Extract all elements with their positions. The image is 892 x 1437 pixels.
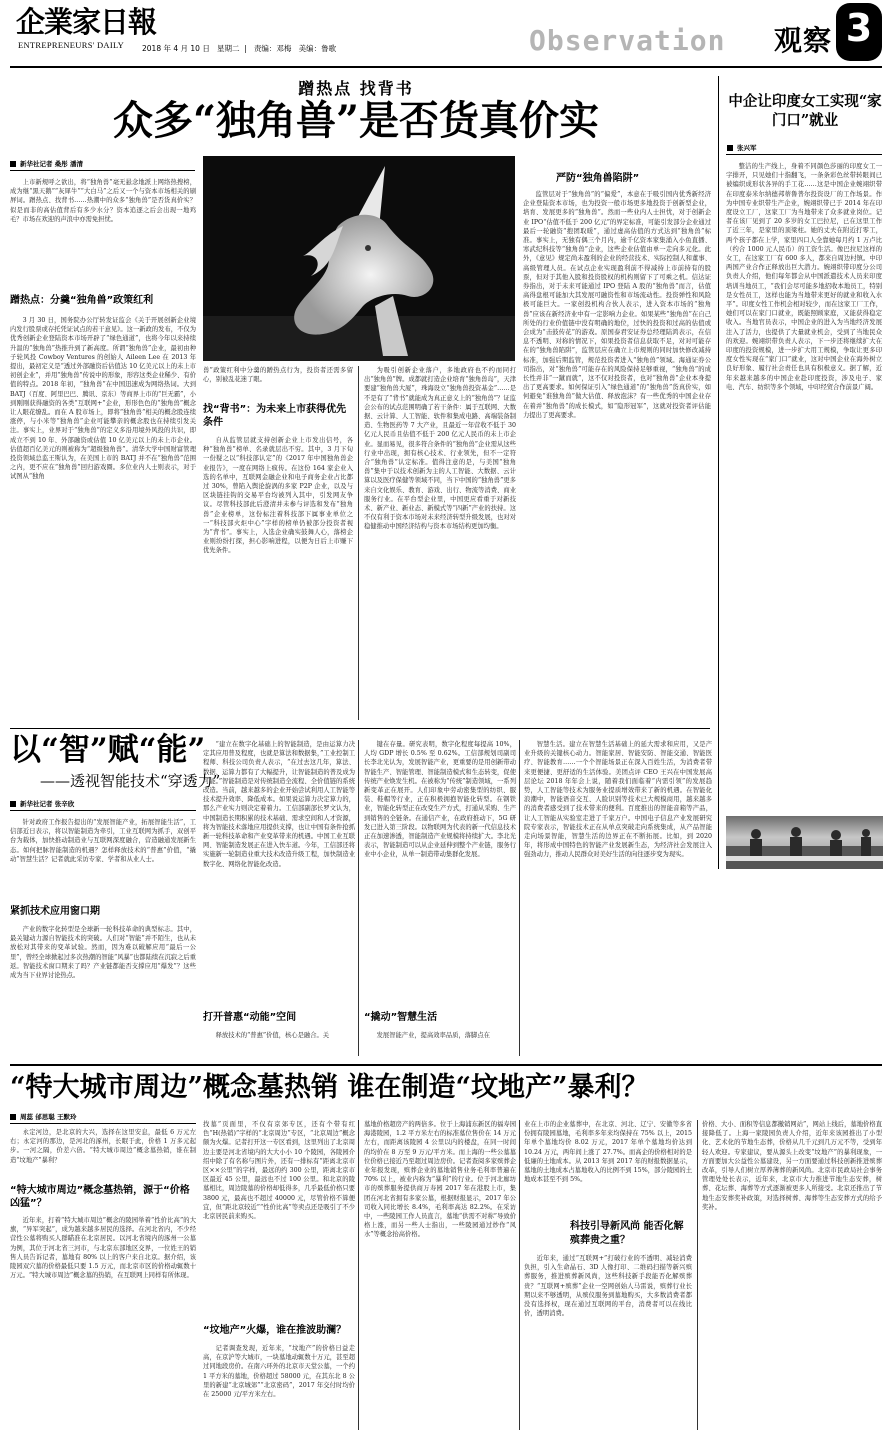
a1-byline xyxy=(10,159,83,168)
a3-col-divider-1 xyxy=(358,740,359,1056)
a3-title: 以“智”赋“能” xyxy=(10,732,206,768)
a4-col4b xyxy=(524,1254,692,1430)
a4-col4-text: 业在上市的企业墓葬中，在北京、河北、辽宁、安徽等多省份拥有陵园墓地，毛利率多年来均保持在 75% 以上，2015 年单个墓地均价 8.02 万元，2017 年单个墓地均价达到 10.24 万元，两年间上涨了 27.7%。而高企的价格相对的是低廉的土地成本。从 2013 年到 2017 年的财报数据显示，墓地的土地成本占墓地收入的比例不到 15%，部分陵园的土地成本甚至不到 5%。 xyxy=(524,1121,692,1184)
a3-col4 xyxy=(524,740,712,1056)
a1-col3-text: 为吸引创新企业落户，多地政府也不约而同打出“独角兽”牌。成都就打造企业培育“独角兽岛”，天津要建“独角兽大厦”，珠海设立“独角兽投资基金”……是不是有了“背书”就能成为真正意义上的“独角兽”？证监会公布的试点范围明确了若干条件：属于互联网、大数据、云计算、人工智能、软件和集成电路、高端装备制造、生物医药等 7 大产业，且最近一年营收不低于 30 亿元人民币且估值不低于 200 亿元人民币的未上市企业。显而易见，很多符合条件的“独角兽”企业需从这些行业中出现，拥有核心技术、行业领先，但不一定符合“独角兽”认定标准。值得注意的是，与美国“独角兽”集中于以技术创新为主的人工智能、大数据、云计算以及医疗保健等领域不同，当下中国的“独角兽”更多来自文化娱乐、教育、游戏、出行、物流等消费、商业服务行业。在平台型企业里，中国更应看重于对新技术、新产业、新业态、新模式等“四新”产业的扶持。这不仅有利于资本市场对未来经济转型升级发展，也对对稳健推动中国经济结构与资本市场结构更加均衡。 xyxy=(364,367,516,531)
a4-col2b-text: 记者调查发现，近年来，“坟地产”的价格日益走高，在京沪等大城市，一块墓地动辄数十万元，甚至超过同地段房价。在南六环外的北京市天堂公墓，一个约 1 平方米的墓地，价格超过 58000 元，在其东北 8 公里的新建“北京城郊”“北京密码”，2017 年交付时均价在 25000 元/平方米左右。 xyxy=(203,1345,355,1399)
a1-col1 xyxy=(10,316,196,720)
factory-photo xyxy=(726,816,883,869)
a4-byline-text: 周蕊 邰思聪 王默玲 xyxy=(20,1113,77,1121)
a2-byline xyxy=(727,143,757,152)
a3-col2b-text: 释放技术的“普惠”价值，核心是融合。关 xyxy=(215,1032,330,1039)
a4-col-divider-2 xyxy=(519,1120,520,1430)
issue-info: 2018 年 4 月 10 日 星期二 | 责编：邓梅 美编：鲁歌 xyxy=(142,44,337,53)
a4-col2 xyxy=(203,1120,355,1320)
a1-subhead-1: 蹭热点：分羹“独角兽”政策红利 xyxy=(10,295,154,306)
masthead xyxy=(0,0,892,70)
unicorn-figure-icon xyxy=(203,156,515,361)
section-title-cn: 观察 xyxy=(774,24,833,57)
a1-lead-text: 上市新规呼之欲出，将“独角兽”毫无悬念地派上网络热搜榜，成为继“黑天鹅”“灰犀牛”“大白马”之后又一个与资本市场相关的刷屏词。蹭热点、找背书……热潮中的众多“独角兽”是否货真价实？似是而非的高估值背后有多少水分？资本追逐之后会出现一地鸡毛？市场在欢迎的声浪中亦需免担忧。 xyxy=(10,179,196,223)
a3-subhead-1: 紧抓技术应用窗口期 xyxy=(10,906,100,917)
section-title-en: Observation xyxy=(529,24,726,57)
a4-col3-text: 墓地价格超房产的两倍多。位于上海浦东新区的福寿园海港陵园，1.2 平方米左右的标准墓位售价在 14 万元左右，而距离该陵园 4 公里以内的楼盘，在同一时间的均价在 8 万至 9 万元/平方米。而上海的一些公墓墓位价格已接近乃至超过周边房价。记者查阅多家殡葬企业年报发现，殡葬企业的墓地销售业务毛利率普遍在 70% 以上，被业内称为“暴利”的行业。位于河北廊坊市的殡葬服务提供商万寿园 2017 年在港股上市，集团在河北省拥有多家公墓，根据财报显示，2017 年公司收入同比增长 8.4%，毛利率高达 82.2%。在采访中，一些陵园工作人员直言，墓地“供需不对称”导致价格上涨，而另一些人士指出，一些陵园通过炒作“风水”等概念抬高价格。 xyxy=(364,1121,516,1239)
a1-subhead-3: 严防“独角兽陷阱” xyxy=(556,173,640,184)
issue-date: 2018 年 4 月 10 日 xyxy=(142,44,210,53)
a3-col4-text: 智慧生活。建立在智慧生活基础上的延大需求和应用，又是产业升级的关键核心动力。智能家居、智能安防、智能交通、智能医疗、智能教育……一个个智能场景正在深入百姓生活，为消费者带来更便捷、更舒适的生活体验。美团点评 CEO 王兴在中国发展高层论坛 2018 年年会上说，随着我们面临着“内需引领”的发展趋势，人工智能等技术为服务业提质增效带来了新的机遇。在智能化浪潮中，智能语音交互、人脸识别等技术已大规模商用，越来越多的消费者感受到了技术带来的便利。百度推出的智能音箱等产品，让人工智能从实验室走进了千家万户。中国电子信息产业发展研究院专家表示，智能技术正在从单点突破走向系统集成，从产品智能走向场景智能，智慧生活的边界正在不断拓展。比如，到 2020 年，将形成中国特色的智能产业发展新生态，为经济社会发展注入强劲动力，推动人民群众对美好生活的向往逐步变为现实。 xyxy=(524,741,712,859)
unicorn-photo xyxy=(203,156,515,361)
a3-byline xyxy=(10,799,74,808)
a1-col-divider-1 xyxy=(358,366,359,720)
a2-body xyxy=(726,162,882,810)
a3-col2b xyxy=(203,1031,355,1055)
a4-col2-text: 找墓”页面里，不仅有京郊专区，还有个带有红色“H(热销)”字样的“北京周边”专区，“北京周边”概念颇为火爆。记者打开这一专区看到，这里列出了北京周边主要是河北省境内的大大小小 10 个陵园，各陵园介绍中除了有名称与图片外，还有一排标有“距离北京市区××公里”的字样，最远的约 300 公里，距离北京市区最近 45 公里，最远也不过 100 公里。和北京的陵墓相比，周边陵墓的价格却低得多，几乎最低价格只要 3800 元，最高也不超过 40000 元，尽管价格不算便宜，但“距北京较近”“性价比高”等卖点还是吸引了不少北京居民前来购买。 xyxy=(203,1121,355,1221)
a1-col4-text: 监管层对于“独角兽”的“偏爱”，本意在于吸引国内优秀新经济企业登陆资本市场，也为投资一般市场更多地投资于创新型企业，培育、发展更多的“独角兽”。然而一些业内人士担忧，对于创新企业 IPO“估值不低于 200 亿元”的界定标准，可能引发部分企业通过最后一轮融资“抱团取暖”，通过虚高估值的方式达到“独角兽”标准。事实上，无独有偶三个月内，逾千亿资本家集涌入小鱼直播、寒武纪科技等“独角兽”企业，这些企业估值由单一走向多元化。此外，《意见》规定尚未盈利的企业的经营技术、实际控制人和董事、高级管理人员。在试点企业实现盈利前不得减持上市前持有的股票，但对于其他入股和投资股权的机构则留下了可乘之机。信达证券指出，对于未来可能通过 IPO 登陆 A 股的“独角兽”而言，估值高得盘根可能加大其发展可融资性和市场流动性。投资弹性和风险极可能巨大。一家创投机构合伙人表示，进入资本市场的“独角兽”应该在新经济业中有一定影响力企业。如果某些“独角兽”在自己所处的行业价值链中没有明确的地位，过快的投资和过高的估值或会成为“击鼓传花”的游戏。原国泰君安证券总经理陆鸿表示，在信息不透明、对称的情况下，如果投资者信息获取不足，对对可能存在的“独角兽陷阱”，监管层应在确立上市规则的同时加快修改减持标准，加强后期监管，规范投资者进入“独角兽”领域。海通证券公司指出，对“独角兽”可能存在的风险保持足够重视，“独角兽”的成长性并非“一蹴而就”，这不仅对投资者，也对“独角兽”企业本身提出了更高要求。如何保证引入“绿色通道”的“独角兽”货真价实，如何避免“谁独角兽”做大估值、释放泡沫？有一些优秀的中国企业存在着并“独角兽”的成长模式，如“隐形冠军”，这就对投资者评估能力提出了更高要求。 xyxy=(523,191,711,419)
a3-subhead-3: “撬动”智慧生活 xyxy=(364,1012,438,1023)
a4-col-divider-1 xyxy=(358,1120,359,1430)
a3-col3-text: 键在存量。研究表明，数字化程度每提高 10%，人均 GDP 增长 0.5% 至 0.62%。工信部规划司副司长李北光认为，发展智能产业，更重要的是用创新带动智能生产、智能管理、智能制造模式和生态转变，促使传统产业焕发生机。在被称为“传统”制造领域，一系列新变革正在展开。人们印象中劳动密集型的纺织、服装、鞋帽等行业，正在积极拥抱智能化转型。在钢铁业，智能化转型正在改变生产方式，打通从采购、生产到销售的全链条。在通信产业，在政府推动下，5G 研发已进入第三阶段。以物联网为代表的新一代信息技术正在加速渗透，智能制造产业规模将持续扩大。李北光表示，智能制造可以从企业延伸到整个产业链，服务行业中小企业，从单一制造带动集群化发展。 xyxy=(364,741,516,859)
masthead-rule xyxy=(10,66,882,68)
a3-col-divider-2 xyxy=(519,740,520,1056)
a3-col1 xyxy=(10,818,196,902)
designer: 美编：鲁歌 xyxy=(298,44,337,53)
a3-subtitle: ——透视智能技术“穿透力” xyxy=(40,772,221,790)
a4-col4b-text: 近年来，通过“互联网+”打破行业的不透明、减轻消费负担，引入生命晶石、3D 人像打印、二维码扫描等新兴殡葬服务，推进殡葬新风尚，这些科技新手段能否化解殡葬贵？“互联网+殡葬”企业一空网创始人马雷说，殡葬行业长期以来不够透明，从殡仪服务到墓地购买，大多数消费者都没有选择权，现在通过互联网的平台，消费者可以在线比价，透明消费。 xyxy=(524,1255,692,1318)
a4-subhead-2: “坟地产”火爆，谁在推波助澜？ xyxy=(203,1325,347,1336)
a4-col5 xyxy=(702,1120,882,1430)
a4-byline xyxy=(10,1112,77,1121)
a1-col3 xyxy=(364,366,516,720)
a1-byline-rule xyxy=(10,170,195,171)
editor: 责编：邓梅 xyxy=(253,44,292,53)
a2-title: 中企让印度女工实现“家门口”就业 xyxy=(728,93,882,129)
a3-col2 xyxy=(203,740,355,1008)
a3-col1b xyxy=(10,925,196,1057)
a2-byline-rule xyxy=(726,154,882,155)
a1-subhead-2: 找“背书”：为未来上市获得优先条件 xyxy=(203,404,347,428)
a4-col2b xyxy=(203,1344,355,1430)
a1-lead xyxy=(10,178,196,290)
issue-weekday: 星期二 xyxy=(216,44,240,53)
a4-top-rule xyxy=(10,1064,882,1066)
a1-byline-text: 新华社记者 桑彤 潘清 xyxy=(20,160,84,168)
a1-col2 xyxy=(203,436,353,720)
a2-body-text: 整洁的生产线上，身着不同颜色莎丽的印度女工一字排开，只见她们十指翻飞，一条条彩色丝带转眼间已被编织成形状各异的手工花……这是中国企业婉翊织带在印度泰米尔纳德邦蒂鲁普尔投资设厂的工作场景。作为中国专业织带生产企业，婉翊织带已于 2014 年在印度设立工厂，这家工厂为当地带来了众多就业岗位。记者在该厂见到了 20 多岁的女工巴拉尼，已在这里工作了近三年，是家里的顶梁柱。她的丈夫在附近打零工，两个孩子都在上学，家里四口人全靠她每月约 1 万卢比（约合 1000 元人民币）的工资生活。像巴拉尼这样的女工，在这家工厂有 600 多人，都来自周边村镇。中印两国产业合作正释放出巨大潜力。婉翊织带印度分公司负责人介绍，他们每年都会从中国派遣技术人员来印度培训当地员工，“我们会尽可能多地招收本地员工，特别是女性员工，这样也能为当地带来更好的就业和收入水平”。印度女性工作机会相对较少，而在这家工厂工作，她们可以在家门口就业，既能照顾家庭，又能获得稳定收入。当地官员表示，中国企业的进入为当地经济发展注入了活力，也提供了大量就业机会，受到了当地民众的欢迎。婉翊织带负责人表示，下一步还将继续扩大在印度的投资规模，进一步扩大用工规模，争取让更多印度女性实现在“家门口”就业，这对中国企业在海外树立良好形象、履行社会责任也具有积极意义。据了解，近年来越来越多的中国企业赴印度投资，涉及电子、家电、汽车、纺织等多个领域，中印经贸合作前景广阔。 xyxy=(726,163,882,391)
a1-col2-top-text: 兽”政策红利中分羹的蹭热点行为，投资者还需多留心，别被乱花迷了眼。 xyxy=(203,367,353,384)
a4-col4 xyxy=(524,1120,692,1216)
a4-col3 xyxy=(364,1120,516,1430)
right-column-divider xyxy=(718,76,719,869)
a3-col1b-text: 产业的数字化转型是全球新一轮科技革命的典型标志。其中，最关键动力源自智能技术的突破。人们对“智能”并不陌生，也从未放松对其带来的变革试验。然而，因为难以破解应用“最后一公里”，曾经全球掀起过多次热潮的智能“风暴”也都陆续在沉寂之后重返。智能技术窗口期来了吗？产业链都能否支撑应用“爆发”？这些成为当下业界讨论热点。 xyxy=(10,926,196,980)
a4-col5-text: 价格、大小、面积等信息都撤销网站”，网站上线后，墓地价格直接降低了。上海一家陵园负责人介绍，近年来该园推出了小型化、艺术化的节地生态葬，价格从几千元到几万元不等，受到年轻人欢迎。专家建议，要从源头上改变“坟地产”的暴利现象，一方面要加大公益性公墓建设，另一方面要通过科技创新推进殡葬改革，引导人们树立厚养薄葬的新风尚。北京市民政局社会事务管理处处长表示，近年来，北京市大力推进节地生态安葬，树葬、花坛葬、海葬等方式逐渐被更多人所接受。北京还推出了节地生态安葬奖补政策，对选择树葬、海葬等生态安葬方式的给予奖补。 xyxy=(702,1121,882,1211)
a1-col2-text: 自从监管层就支持创新企业上市发出信号，各种“独角兽”榜单、名录就层出不穷。其中，3 月下旬一份疑之以“科技部认定”的《2017 年中国独角兽企业报告》，一度在网络上疯传。在这份 164 家企业入选的名单中，互联网金融企业和电子商务企业占比都过 30%，曾陷入舆论旋涡的多家 P2P 企业，以及与区块链挂钩的交易平台均被列入其中，引发网友争议。尽管科技部此后澄清并未参与评选和发布“独角兽”企业榜单，这份标注着科技部下属事业单位之一“科技部火炬中心”字样的榜单仍被部分投资者视为“背书”。事实上，入选企业确实鼓舞人心，落榜企业则纷纷打探，担心影响进程，以便为日后上市赚下优先条件。 xyxy=(203,437,353,555)
a3-top-rule xyxy=(10,728,710,729)
a3-col1-text: 针对政府工作报告提出的“发展智能产业，拓展智能生活”，工信部近日表示，将以智能制造为牵引，工业互联网为抓手，双创平台为载体，加快推动制造业与互联网深度融合，营造融通发展新生态。如何把脉智能制造的机遇？怎样释放技术的“普惠”价值，“撬动”智慧生活？记者就此采访专家、学者和从业人士。 xyxy=(10,819,196,863)
a4-subhead-1: “特大城市周边”概念墓热销，源于“价格凶猛”？ xyxy=(10,1185,190,1209)
a1-title: 众多“独角兽”是否货真价实 xyxy=(112,97,599,144)
a1-col2-top xyxy=(203,366,353,396)
newspaper-logo-en: ENTREPRENEURS' DAILY xyxy=(18,40,125,50)
a4-col-divider-3 xyxy=(697,1120,698,1430)
newspaper-logo: 企業家日報 xyxy=(16,5,157,39)
a2-byline-text: 张兴军 xyxy=(737,144,757,152)
a3-byline-text: 新华社记者 张辛欣 xyxy=(20,800,75,808)
a4-col1 xyxy=(10,1128,196,1178)
a4-col1-text: 永定河边，是北京的大兴，选择在这里安息，最低 6 万元左右；永定河的那边，是河北的涿州，长眠于此，价格 1 万多元起步。一河之隔，价差六倍。“特大城市周边”概念墓热销，谁在制造“坟地产”暴利？ xyxy=(10,1129,196,1164)
a1-col1-text: 3 月 30 日，国务院办公厅转发证监会《关于开展创新企业境内发行股票或存托凭证试点的若干意见》。这一新政的发布，不仅为优秀创新企业登陆资本市场开辟了“绿色通道”，也将今年以来持续升温的“独角兽”热推升到了新高度。所谓“独角兽”企业，最初由种子轮风投 Cowboy Ventures 的创始人 Aileen Lee 在 2013 年提出，最初定义是“透过外部融资后估值达 10 亿美元以上的未上市初创企业”，并用“独角兽”传说中的形象，形容这类企业稀少、有价值的特点。2018 年初，“独角兽”在中国迅速成为网络热词。大到 BATJ（百度、阿里巴巴、腾讯、京东）等商界上市的“巨无霸”，小到刚刚获得融资的各类“互联网+”企业，形形色色的“独角兽”概念让人眼花缭乱。而在 A 股市场上，即将“独角兽”相关的概念股连续涨停，与小米等“独角兽”企业可能攀亲的概念股也在持续引发关注。事实上，业界对于“独角兽”的定义多沿用境外风投的共识，即成立不到 10 年、外部融资或估值 10 亿美元以上的未上市企业。估值超百亿美元的则被称为“超级独角兽”。清华大学中国财富管理投资领域总监王斯认为，在美国上市的 BATJ 并不在“独角兽”范围之内，更不应在“独角兽”回归游戏圈。多位业内人士则表示，对于试图从“独角 xyxy=(10,317,196,481)
a4-title: “特大城市周边”概念墓热销 谁在制造“坟地产”暴利？ xyxy=(10,1072,649,1103)
a1-kicker: 蹭热点 找背书 xyxy=(298,79,414,98)
a3-col3 xyxy=(364,740,516,1008)
a4-byline-rule xyxy=(10,1123,196,1124)
a3-col3b-text: 发展智能产业，提高效率品质，落脚点在 xyxy=(376,1032,490,1039)
a3-col3b xyxy=(364,1031,516,1055)
workers-scene-icon xyxy=(726,816,883,869)
a3-col2-text: “建立在数字化基础上的智能制造，是由运算力决定其应用普及程度，也就是算法和数据集，”工业控制工程师、科技公司负责人表示，“在过去这几年，算法、数据、运算力都有了大幅提升，让智能制造的普及成为可能。”智能制造是对传统制造全流程、全价值链的系统改造。当前，越来越多的企业开始尝试利用人工智能等技术提升效率、降低成本。如果说运算力决定算力的，那么产业实力则决定着着力。工信部副部长罗文认为，中国制造长期积累的技术基础、需求空间和人才资源，将为智能技术落地应用提供支撑，也让中国有条件抢抓新一轮科技革命和产业变革带来的机遇。中国工业互联网、智能制造发展正在进入快车道。今年，工信部还将实施新一轮制造业重大技术改造升级工程，加快制造业数字化、网络化智能化改造。 xyxy=(203,741,355,868)
page-number: 3 xyxy=(845,6,873,50)
a1-col4 xyxy=(523,190,711,720)
a4-col1b-text: 近年来，打着“特大城市周边”概念的陵园举着“性价比高”的大旗，“异军突起”，成为越来越多居民的选择。在河北省内，不少经营性公墓将购买人群瞄准在北京居民。以河北省境内的涿州一公墓为例，其位于河北省三河市，与北京东部地区交界，一位姓王的销售人员告诉记者，墓地有 80% 以上的客户来自北京。据介绍，该陵园双穴墓的价格最低只要 1.5 万元，而北京市区的价格动辄数十万元。“特大城市周边”概念墓的热销，在互联网上同样有所体现。 xyxy=(10,1217,196,1280)
a4-col1b xyxy=(10,1216,196,1430)
a3-subhead-2: 打开普惠“动能”空间 xyxy=(203,1012,297,1023)
a4-subhead-3: 科技引导新风尚 能否化解殡葬贵之重？ xyxy=(570,1221,684,1246)
a3-byline-rule xyxy=(10,810,196,811)
